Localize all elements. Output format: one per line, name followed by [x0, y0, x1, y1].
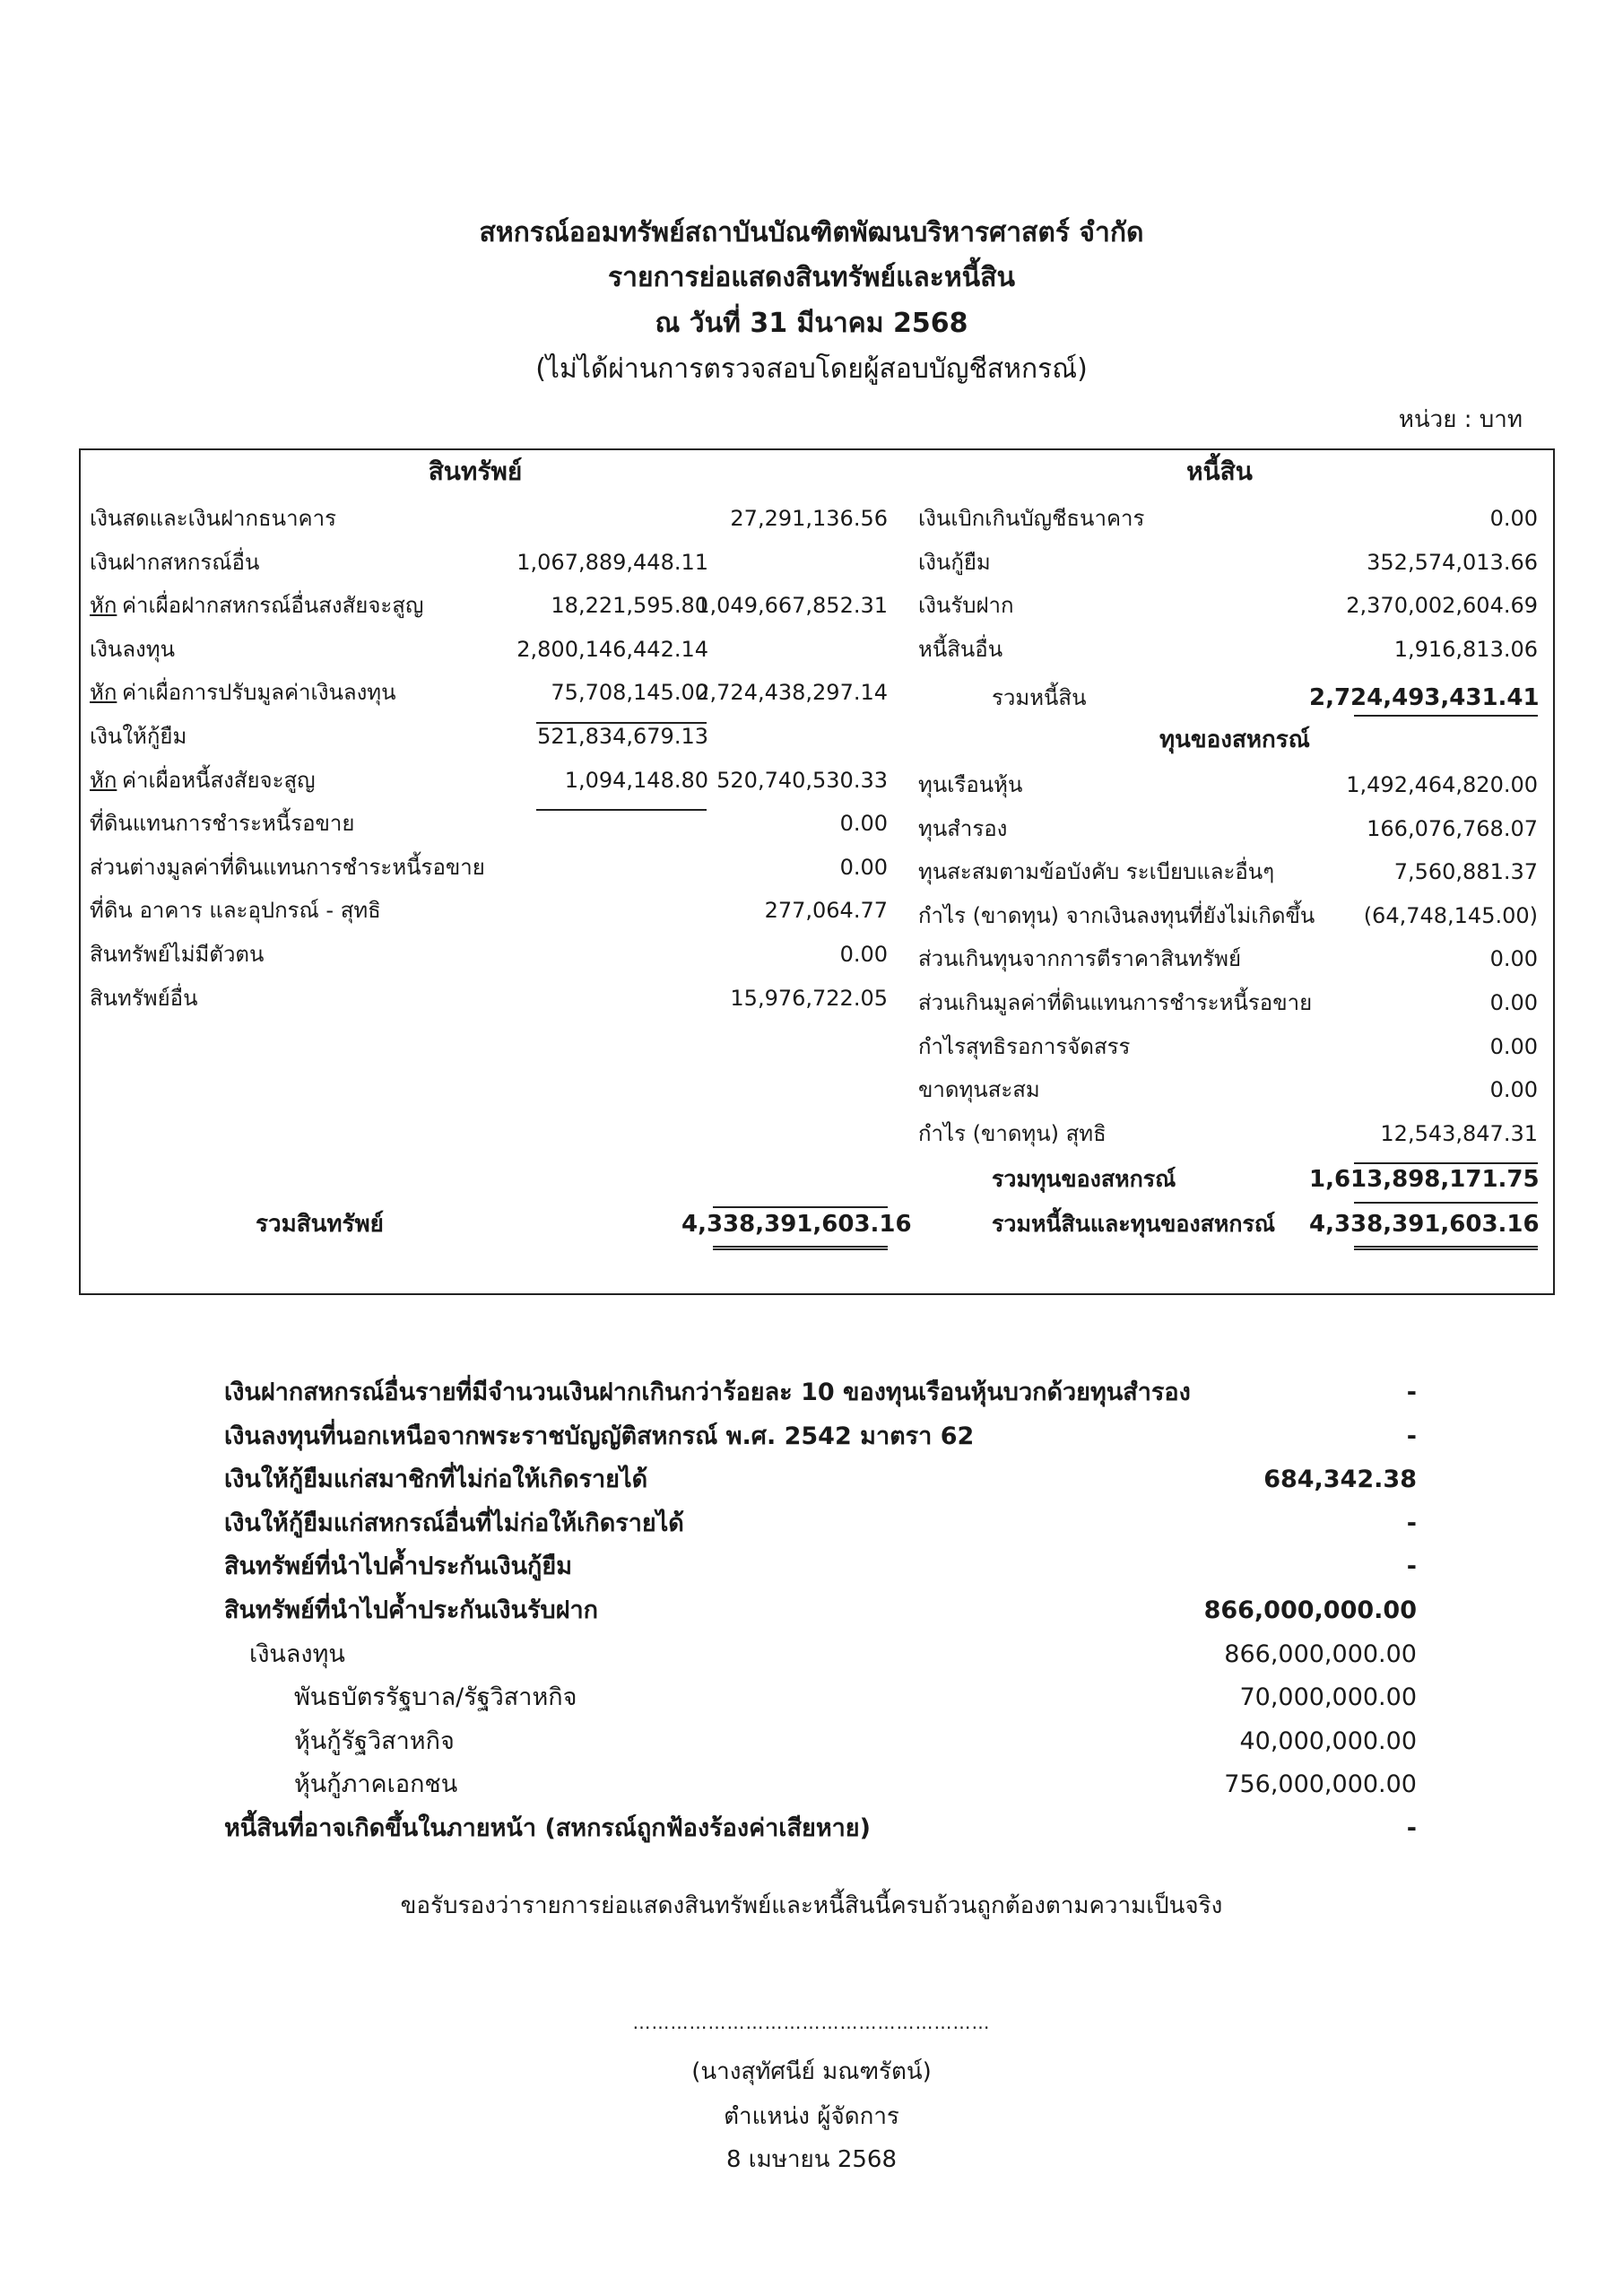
equity-row [918, 989, 1546, 1016]
asset-row [90, 810, 897, 837]
liabilities-heading: หนี้สิน [1186, 457, 1253, 486]
total-liabilities-label: รวมหนี้สิน [992, 685, 1087, 710]
deduct-prefix: หัก [90, 768, 117, 793]
asset-label: สินทรัพย์ไม่มีตัวตน [90, 942, 265, 967]
equity-label: ทุนเรือนหุ้น [918, 772, 1023, 797]
asset-row [90, 897, 897, 924]
asset-row [90, 854, 897, 881]
asset-net-value: 15,976,722.05 [730, 986, 888, 1011]
report-date: ณ วันที่ 31 มีนาคม 2568 [655, 308, 968, 339]
note-label: เงินลงทุน [249, 1640, 345, 1668]
asset-row [90, 592, 897, 619]
note-row [224, 1551, 1417, 1583]
equity-label: กำไร (ขาดทุน) สุทธิ [918, 1121, 1107, 1146]
equity-label: ส่วนเกินทุนจากการตีราคาสินทรัพย์ [918, 946, 1241, 971]
equity-value: 0.00 [1489, 990, 1538, 1015]
assets-heading: สินทรัพย์ [428, 457, 523, 486]
note-label: เงินฝากสหกรณ์อื่นรายที่มีจำนวนเงินฝากเกินกว่าร้อยละ 10 ของทุนเรือนหุ้นบวกด้วยทุนสำรอง [224, 1378, 1191, 1406]
liability-value: 2,370,002,604.69 [1346, 593, 1538, 618]
asset-label: เงินสดและเงินฝากธนาคาร [90, 506, 336, 531]
asset-net-value: 520,740,530.33 [716, 768, 888, 793]
note-value: 866,000,000.00 [1203, 1596, 1417, 1624]
note-row [224, 1421, 1417, 1453]
asset-label: เงินฝากสหกรณ์อื่น [90, 550, 260, 575]
equity-label: กำไรสุทธิรอการจัดสรร [918, 1034, 1131, 1059]
equity-value: 7,560,881.37 [1393, 859, 1538, 884]
note-row [224, 1639, 1417, 1671]
asset-label: ที่ดิน อาคาร และอุปกรณ์ - สุทธิ [90, 898, 381, 923]
liability-row [918, 592, 1546, 619]
asset-label: เงินให้กู้ยืม [90, 724, 187, 749]
asset-gross-value: 2,800,146,442.14 [516, 637, 708, 662]
asset-gross-value: 1,094,148.80 [564, 768, 708, 793]
equity-value: 12,543,847.31 [1380, 1121, 1538, 1146]
note-row [224, 1726, 1417, 1758]
asset-gross-value: 18,221,595.80 [551, 593, 708, 618]
deduct-prefix: หัก [90, 593, 117, 618]
asset-row [90, 549, 897, 576]
divider [536, 809, 707, 811]
note-value: 40,000,000.00 [1239, 1727, 1417, 1755]
note-row [224, 1377, 1417, 1409]
asset-row [90, 941, 897, 968]
asset-row [90, 679, 897, 706]
asset-gross-value: 1,067,889,448.11 [516, 550, 708, 575]
equity-row [918, 1033, 1546, 1060]
signature-date: 8 เมษายน 2568 [725, 2146, 897, 2173]
note-label: สินทรัพย์ที่นำไปค้ำประกันเงินรับฝาก [224, 1596, 598, 1624]
liability-label: หนี้สินอื่น [918, 637, 1003, 662]
asset-label: สินทรัพย์อื่น [90, 986, 198, 1011]
equity-value: 166,076,768.07 [1367, 816, 1538, 841]
liability-value: 352,574,013.66 [1367, 550, 1538, 575]
liability-label: เงินรับฝาก [918, 593, 1014, 618]
deduct-prefix: หัก [90, 680, 117, 705]
equity-row [918, 858, 1546, 885]
note-value: - [1406, 1552, 1417, 1580]
note-value: - [1406, 1378, 1417, 1406]
equity-row [918, 815, 1546, 842]
divider [1354, 1202, 1538, 1204]
note-value: 756,000,000.00 [1224, 1770, 1417, 1798]
signatory-position: ตำแหน่ง ผู้จัดการ [724, 2103, 899, 2130]
asset-row [90, 505, 897, 532]
asset-net-value: 0.00 [839, 942, 888, 967]
note-value: - [1406, 1422, 1417, 1450]
total-equity-label: รวมทุนของสหกรณ์ [992, 1166, 1176, 1192]
audit-note: (ไม่ได้ผ่านการตรวจสอบโดยผู้สอบบัญชีสหกรณ์) [535, 353, 1088, 385]
equity-label: ทุนสะสมตามข้อบังคับ ระเบียบและอื่นๆ [918, 859, 1275, 884]
equity-row [918, 771, 1546, 798]
asset-net-value: 2,724,438,297.14 [696, 680, 888, 705]
liability-row [918, 505, 1546, 532]
divider [536, 722, 707, 724]
asset-label: ส่วนต่างมูลค่าที่ดินแทนการชำระหนี้รอขาย [90, 855, 485, 880]
asset-row [90, 636, 897, 663]
note-value: 684,342.38 [1263, 1465, 1417, 1493]
note-value: - [1406, 1509, 1417, 1537]
note-value: 866,000,000.00 [1224, 1640, 1417, 1668]
unit-label: หน่วย : บาท [1398, 406, 1523, 433]
equity-row [918, 945, 1546, 972]
signature-line: ………………………………………………… [632, 2012, 991, 2033]
asset-gross-value: 75,708,145.00 [551, 680, 708, 705]
asset-net-value: 27,291,136.56 [730, 506, 888, 531]
asset-row [90, 767, 897, 794]
equity-value: 0.00 [1489, 946, 1538, 971]
note-row [224, 1813, 1417, 1845]
equity-label: ทุนสำรอง [918, 816, 1008, 841]
note-label: สินทรัพย์ที่นำไปค้ำประกันเงินกู้ยืม [224, 1552, 572, 1580]
asset-label: เงินลงทุน [90, 637, 175, 662]
note-label: พันธบัตรรัฐบาล/รัฐวิสาหกิจ [294, 1683, 577, 1711]
asset-net-value: 0.00 [839, 811, 888, 836]
note-row [224, 1682, 1417, 1714]
note-row [224, 1769, 1417, 1801]
equity-label: กำไร (ขาดทุน) จากเงินลงทุนที่ยังไม่เกิดขึ้น [918, 903, 1315, 928]
divider [713, 1206, 888, 1208]
liability-value: 0.00 [1489, 506, 1538, 531]
note-row [224, 1464, 1417, 1496]
asset-label: ที่ดินแทนการชำระหนี้รอขาย [90, 811, 355, 836]
asset-label: ค่าเผื่อการปรับมูลค่าเงินลงทุน [122, 680, 396, 705]
asset-net-value: 0.00 [839, 855, 888, 880]
note-label: เงินลงทุนที่นอกเหนือจากพระราชบัญญัติสหกรณ์ พ.ศ. 2542 มาตรา 62 [224, 1422, 975, 1450]
double-underline [713, 1246, 888, 1250]
asset-gross-value: 521,834,679.13 [537, 724, 708, 749]
equity-label: ส่วนเกินมูลค่าที่ดินแทนการชำระหนี้รอขาย [918, 990, 1313, 1015]
org-name: สหกรณ์ออมทรัพย์สถาบันบัณฑิตพัฒนบริหารศาสตร์ จำกัด [479, 217, 1144, 248]
equity-row [918, 1120, 1546, 1147]
asset-net-value: 277,064.77 [764, 898, 888, 923]
total-liabilities-value: 2,724,493,431.41 [1309, 684, 1540, 711]
note-value: - [1406, 1814, 1417, 1842]
note-label: หุ้นกู้รัฐวิสาหกิจ [294, 1727, 455, 1755]
equity-label: ขาดทุนสะสม [918, 1077, 1040, 1102]
note-label: เงินให้กู้ยืมแก่สมาชิกที่ไม่ก่อให้เกิดรายได้ [224, 1465, 648, 1493]
divider [1354, 1162, 1538, 1164]
note-label: เงินให้กู้ยืมแก่สหกรณ์อื่นที่ไม่ก่อให้เกิดรายได้ [224, 1509, 684, 1537]
equity-value: 0.00 [1489, 1034, 1538, 1059]
asset-row [90, 723, 897, 750]
equity-value: 0.00 [1489, 1077, 1538, 1102]
grand-total-value: 4,338,391,603.16 [1309, 1211, 1540, 1238]
equity-row [918, 902, 1546, 929]
equity-value: (64,748,145.00) [1363, 903, 1538, 928]
double-underline [1354, 1246, 1538, 1250]
asset-row [90, 985, 897, 1012]
signatory-name: (นางสุทัศนีย์ มณฑรัตน์) [691, 2058, 932, 2085]
asset-label: ค่าเผื่อฝากสหกรณ์อื่นสงสัยจะสูญ [122, 593, 424, 618]
certification-text: ขอรับรองว่ารายการย่อแสดงสินทรัพย์และหนี้สินนี้ครบถ้วนถูกต้องตามความเป็นจริง [400, 1892, 1223, 1919]
liability-value: 1,916,813.06 [1393, 637, 1538, 662]
grand-total-label: รวมหนี้สินและทุนของสหกรณ์ [992, 1211, 1276, 1237]
note-row [224, 1595, 1417, 1627]
liability-row [918, 549, 1546, 576]
liability-label: เงินกู้ยืม [918, 550, 991, 575]
note-value: 70,000,000.00 [1239, 1683, 1417, 1711]
note-row [224, 1508, 1417, 1540]
asset-label: ค่าเผื่อหนี้สงสัยจะสูญ [122, 768, 316, 793]
divider [1354, 715, 1538, 717]
equity-value: 1,492,464,820.00 [1346, 772, 1538, 797]
liability-label: เงินเบิกเกินบัญชีธนาคาร [918, 506, 1145, 531]
equity-row [918, 1076, 1546, 1103]
total-assets-label: รวมสินทรัพย์ [256, 1211, 384, 1238]
total-assets-value: 4,338,391,603.16 [681, 1211, 912, 1238]
note-label: หุ้นกู้ภาคเอกชน [294, 1770, 458, 1798]
total-equity-value: 1,613,898,171.75 [1309, 1166, 1540, 1193]
liability-row [918, 636, 1546, 663]
report-title: รายการย่อแสดงสินทรัพย์และหนี้สิน [607, 262, 1016, 293]
asset-net-value: 1,049,667,852.31 [696, 593, 888, 618]
note-label: หนี้สินที่อาจเกิดขึ้นในภายหน้า (สหกรณ์ถูกฟ้องร้องค่าเสียหาย) [224, 1814, 871, 1842]
equity-heading: ทุนของสหกรณ์ [1159, 726, 1310, 753]
